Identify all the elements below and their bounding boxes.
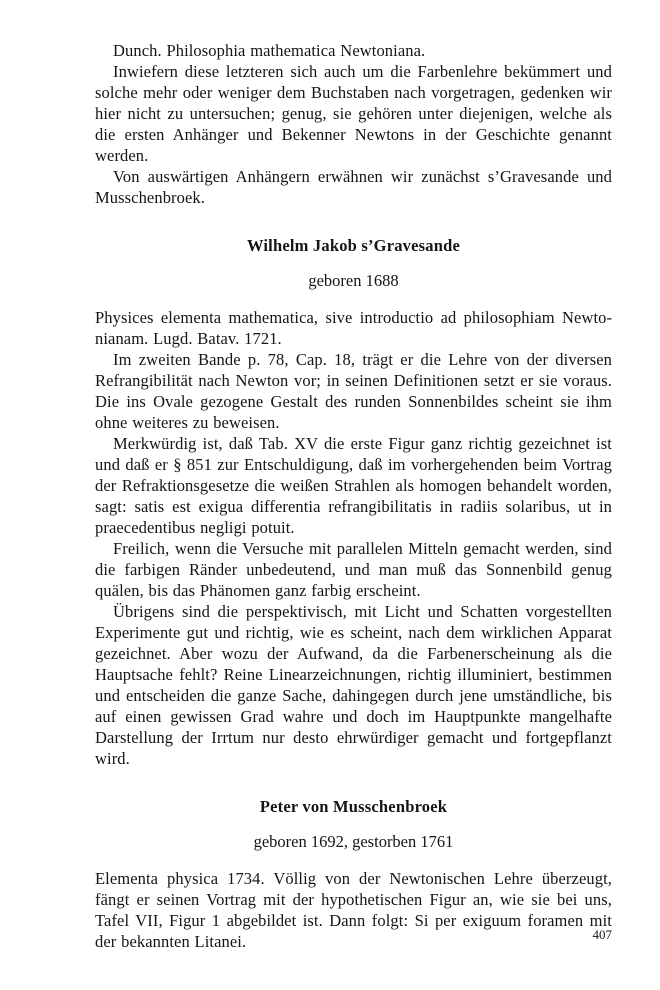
paragraph: Elementa physica 1734. Völlig von der Newtonischen Lehre überzeugt, fängt er seinen Vortrag mit der hypothetischen Figur an, wie sie bei uns, Tafel VII, Figur 1 abgebildet ist. Dann folgt: Si per exiguum foramen mit der bekannten Litanei. xyxy=(95,869,612,951)
paragraph: Physices elementa mathematica, sive introductio ad philosophiam Newtonianam. Lugd. Batav. 1721. xyxy=(95,308,612,348)
paragraph: Übrigens sind die perspektivisch, mit Licht und Schatten vorgestellten Experimente gut und richtig, wie es scheint, nach dem wirklichen Apparat gezeichnet. Aber wozu der Aufwand, da die Farbenerscheinung als die Hauptsache fehlt? Reine Linearzeichnungen, richtig illuminiert, bestimmen und entscheiden die ganze Sache, dahingegen durch jene umständliche, bis auf einen gewissen Grad wahre und doch im Hauptpunkte mangelhafte Darstellung der Irrtum nur desto ehrwürdiger gemacht und fortgepflanzt wird. xyxy=(95,602,612,768)
text-block xyxy=(95,40,612,952)
paragraph: Inwiefern diese letzteren sich auch um die Farbenlehre bekümmert und solche mehr oder weniger dem Buchstaben nach vorgetragen, gedenken wir hier nicht zu untersuchen; genug, sie gehören unter diejenigen, welche als die ersten Anhänger und Bekenner Newtons in der Geschichte genannt werden. xyxy=(95,62,612,165)
section-heading-gravesande: Wilhelm Jakob s’Gravesande xyxy=(247,236,460,255)
paragraph: Dunch. Philosophia mathematica Newtoniana. xyxy=(113,41,426,60)
paragraph: Merkwürdig ist, daß Tab. XV die erste Figur ganz richtig gezeichnet ist und daß er § 851 zur Entschuldigung, daß im vorhergehenden beim Vortrag der Refraktionsgesetze die weißen Strahlen als homogen behandelt worden, sagt: satis est exigua differentia refrangibilitatis in radiis solaribus, ut in praecedentibus negligi potuit. xyxy=(95,434,612,537)
section-heading-musschenbroek: Peter von Musschenbroek xyxy=(259,797,448,816)
paragraph: Von auswärtigen Anhängern erwähnen wir zunächst s’Gravesande und Musschenbroek. xyxy=(95,167,612,207)
paragraph: Im zweiten Bande p. 78, Cap. 18, trägt er die Lehre von der diversen Refrangibilität nach Newton vor; in seinen Definitionen setzt er sie voraus. Die ins Ovale gezogene Gestalt des runden Sonnenbildes scheint sie ihm ohne weiteres zu beweisen. xyxy=(95,350,612,432)
paragraph: Freilich, wenn die Versuche mit parallelen Mitteln gemacht werden, sind die farbigen Ränder unbedeutend, und man muß das Sonnenbild genug quälen, bis das Phänomen ganz farbig erscheint. xyxy=(95,539,612,600)
section-subheading-musschenbroek: geboren 1692, gestorben 1761 xyxy=(253,832,454,851)
section-subheading-gravesande: geboren 1688 xyxy=(308,271,399,290)
page-number: 407 xyxy=(592,927,612,942)
